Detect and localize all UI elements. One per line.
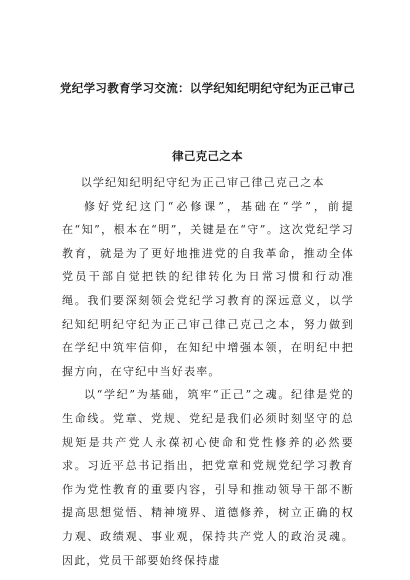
body-paragraph: 以“学纪”为基础，筑牢“正己”之魂。纪律是党的生命线。党章、党规、党纪是我们必须时刻坚守的总规矩是共产党人永葆初心使命和党性修养的必然要求。习近平总书记指出，把党章和党规党纪学习教育作为党性教育的重要内容，引导和推动领导干部不断提高思想觉悟、精神境界、道德修养，树立正确的权力观、政绩观、事业观，保持共产党人的政治灵魂。因此，党员干部要始终保持虚 bbox=[62, 388, 354, 567]
body-paragraph: 修好党纪这门“必修课”，基础在“学”，前提在“知”，根本在“明”，关键是在“守”。这次党纪学习教育，就是为了更好地推进党的自我革命，推动全体党员干部自觉把铁的纪律转化为日常习惯和行动准绳。我们要深刻领会党纪学习教育的深远意义，以学纪知纪明纪守纪为正己审己律己克己之本，努力做到在学纪中筑牢信仰，在知纪中增强本领，在明纪中把握方向，在守纪中当好表率。 bbox=[62, 199, 354, 378]
document-title-line-2: 律己克己之本 bbox=[172, 149, 243, 163]
document-title-line-1: 党纪学习教育学习交流：以学纪知纪明纪守纪为正己审己 bbox=[60, 81, 355, 95]
document-body bbox=[62, 171, 354, 572]
body-paragraph: 以学纪知纪明纪守纪为正己审己律己克己之本 bbox=[80, 176, 325, 189]
